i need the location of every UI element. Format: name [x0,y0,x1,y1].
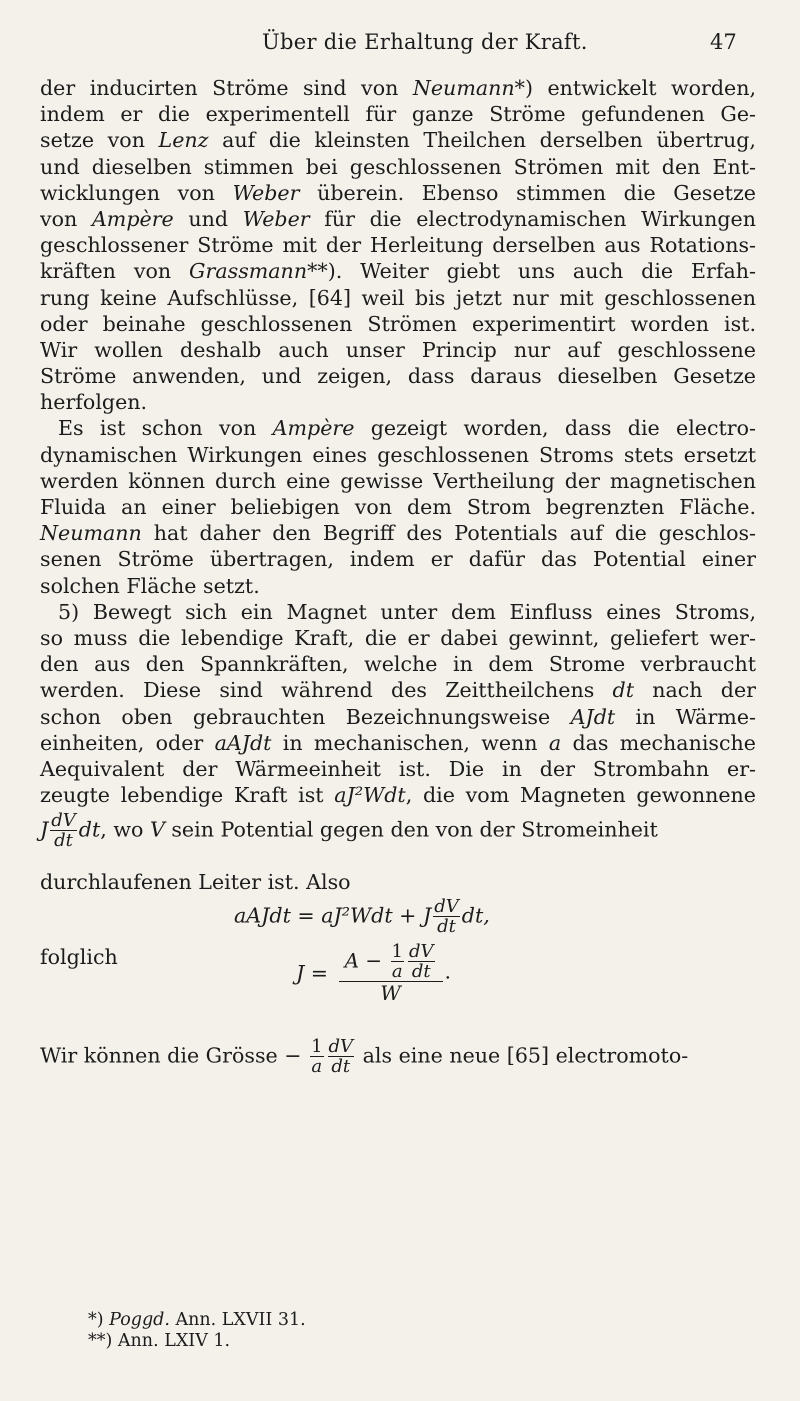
text-line: werden. Diese sind während des Zeittheilchens dt nach der [40,678,756,703]
final-line: Wir können die Grösse − $\frac{1}{a}$ $\frac{dV}{dt}$ als eine neue [65] electromoto- [40,1036,689,1077]
text-line: schon oben gebrauchten Bezeichnungsweise AJdt in Wärme- [40,704,756,729]
text-line: so muss die lebendige Kraft, die er dabei gewinnt, geliefert wer- [40,625,756,650]
text-line: von Ampère und Weber für die electrodynamischen Wirkungen [40,206,757,231]
text-line: wicklungen von Weber überein. Ebenso stimmen die Gesetze [40,180,756,205]
text-line: durchlaufenen Leiter ist. Also [40,870,351,894]
text-line: senen Ströme übertragen, indem er dafür das Potential einer [40,547,756,572]
footnote: **) Ann. LXIV 1. [88,1331,231,1351]
text-line: zeugte lebendige Kraft ist aJ²Wdt, die vom Magneten gewonnene [40,783,756,808]
formula-line: J $\frac{dV}{dt}$ dt, wo V sein Potential gegen den von der Stromeinheit [40,810,658,851]
text-line: werden können durch eine gewisse Vertheilung der magnetischen [40,468,756,493]
text-line: Ströme anwenden, und zeigen, dass daraus dieselben Gesetze [40,364,756,389]
text-line: Fluida an einer beliebigen von dem Strom begrenzten Fläche. [40,495,756,519]
running-title: Über die Erhaltung der Kraft. [262,30,588,54]
fraction-inner-dv: $\frac{dV}{dt}$ [408,941,434,982]
fraction-one-a: $\frac{1}{a}$ [311,1036,323,1077]
equation-1: aAJdt = aJ²Wdt + J $\frac{dV}{dt}$ dt, [234,896,490,937]
footnotes [88,1310,306,1352]
text-line: setze von Lenz auf die kleinsten Theilchen derselben übertrug, [40,128,756,153]
fraction-inner-one: $\frac{1}{a}$ [391,941,403,982]
text-line: der inducirten Ströme sind von Neumann*) entwickelt worden, [40,76,756,100]
text-line: Aequivalent der Wärmeeinheit ist. Die in der Strombahn er- [40,756,756,781]
text-line: kräften von Grassmann**). Weiter giebt uns auch die Erfah- [40,259,757,284]
fraction: $\frac{dV}{dt}$ [434,896,459,937]
text-line: den aus den Spannkräften, welche in dem Strome verbraucht [40,652,756,677]
equation-2: J = A − $\frac{1}{a}$ $\frac{dV}{dt}$ W . [296,941,452,1005]
page-number: 47 [710,30,737,54]
body-text [40,75,756,808]
running-head [0,30,800,60]
text-line: einheiten, oder aAJdt in mechanischen, wenn a das mechanische [40,730,756,755]
text-line: solchen Fläche setzt. [40,573,260,598]
text-line: oder beinahe geschlossenen Strömen experimentirt worden ist. [40,311,756,336]
text-line: 5) Bewegt sich ein Magnet unter dem Einfluss eines Stroms, [58,599,756,624]
text-line: geschlossener Ströme mit der Herleitung derselben aus Rotations- [40,233,756,258]
text-line: rung keine Aufschlüsse, [64] weil bis jetzt nur mit geschlossenen [40,285,756,310]
text-line: und dieselben stimmen bei geschlossenen Strömen mit den Ent- [40,154,756,179]
text-line: Wir wollen deshalb auch unser Princip nur auf geschlossene [40,337,756,362]
fraction: $\frac{dV}{dt}$ [51,810,76,851]
text-line: Neumann hat daher den Begriff des Potentials auf die geschlos- [40,521,756,546]
folglich-label: folglich [40,945,118,969]
footnote: *) Poggd. Ann. LXVII 31. [88,1310,306,1330]
fraction-outer: A − $\frac{1}{a}$ $\frac{dV}{dt}$ W [339,943,443,1003]
fraction-dv-dt: $\frac{dV}{dt}$ [328,1036,354,1077]
text-line: herfolgen. [40,390,148,415]
text-line: indem er die experimentell für ganze Ströme gefundenen Ge- [40,102,756,127]
text-line: Es ist schon von Ampère gezeigt worden, dass die electro- [58,416,756,441]
text-line: dynamischen Wirkungen eines geschlossenen Stroms stets ersetzt [40,442,756,467]
